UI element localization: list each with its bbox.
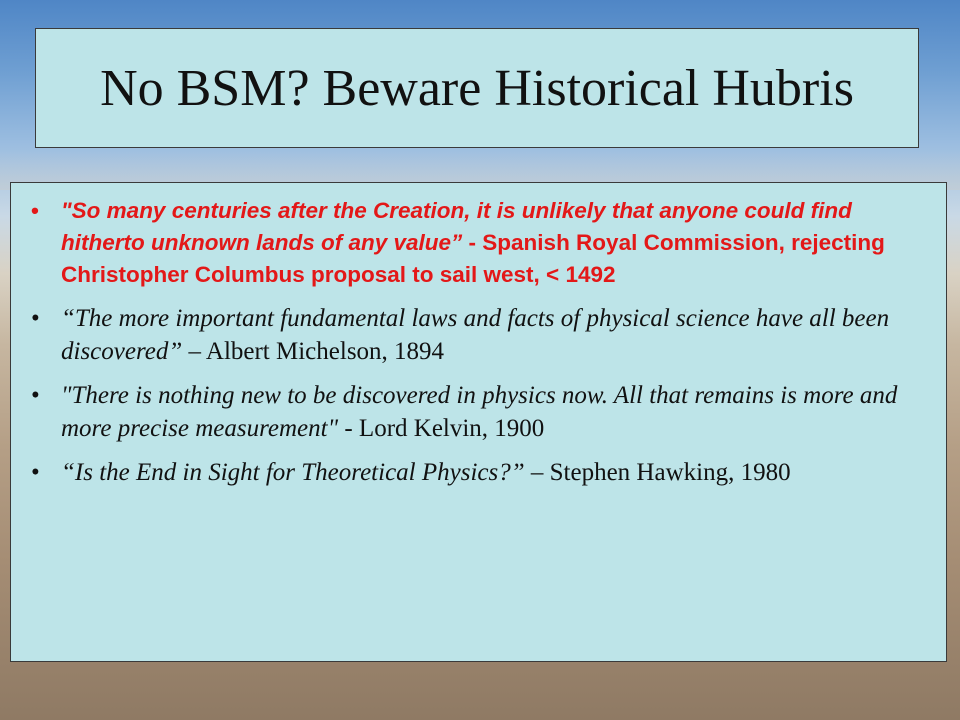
bullet-quote: “The more important fundamental laws and facts of physical science have all been discovered” <box>61 304 890 365</box>
bullet-item <box>29 195 932 291</box>
bullet-item <box>29 302 932 368</box>
bullet-attribution: – Stephen Hawking, 1980 <box>524 458 791 486</box>
title-box <box>35 28 919 148</box>
bullet-icon: • <box>31 381 40 409</box>
content-box <box>10 182 947 662</box>
bullet-quote: “Is the End in Sight for Theoretical Physics?” <box>61 458 525 486</box>
bullet-icon: • <box>31 304 40 332</box>
bullet-icon: • <box>31 458 40 486</box>
bullet-attribution: – Albert Michelson, 1894 <box>182 337 445 365</box>
bullet-item <box>29 379 932 445</box>
bullet-attribution: - Spanish Royal Commission, rejecting Christopher Columbus proposal to sail west, < 1492 <box>61 229 885 287</box>
bullet-list <box>29 195 932 489</box>
slide-title: No BSM? Beware Historical Hubris <box>100 59 854 117</box>
bullet-icon: • <box>31 198 39 223</box>
bullet-attribution: - Lord Kelvin, 1900 <box>338 414 545 442</box>
bullet-item <box>29 456 932 489</box>
bullet-quote: "There is nothing new to be discovered in physics now. All that remains is more and more precise measurement" <box>61 381 898 442</box>
bullet-quote: "So many centuries after the Creation, it is unlikely that anyone could find hitherto unknown lands of any value” <box>61 198 852 255</box>
